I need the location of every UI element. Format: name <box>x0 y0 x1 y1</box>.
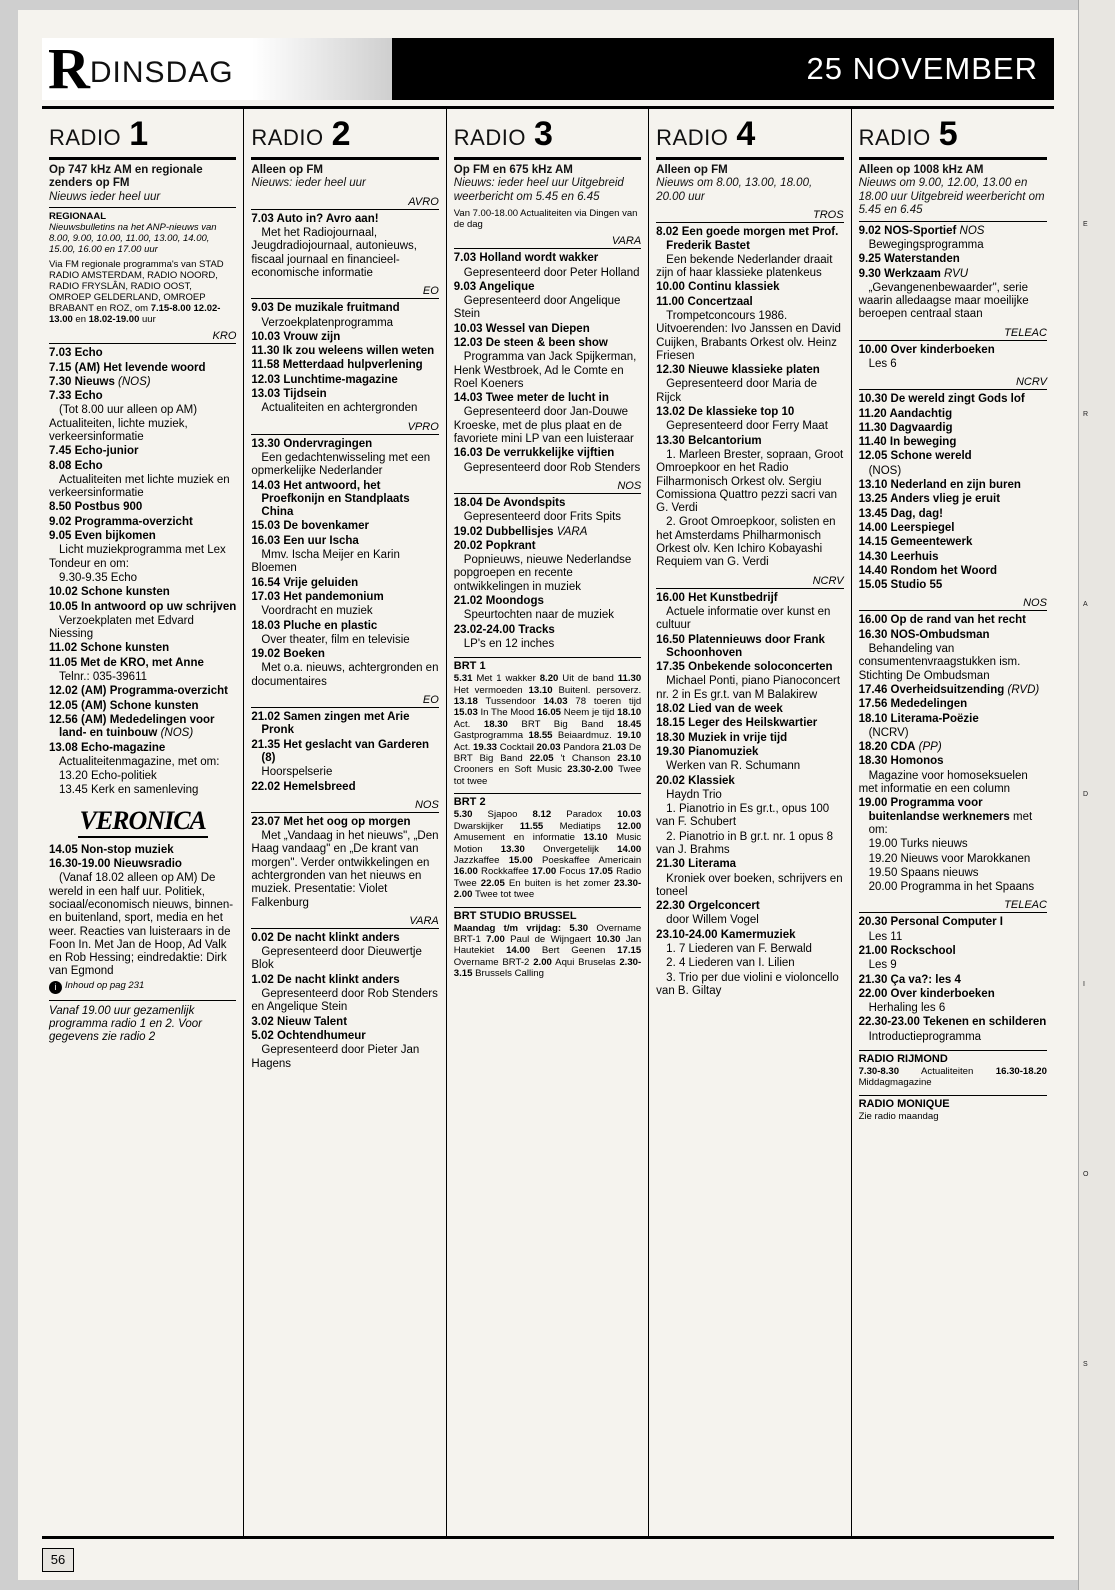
schedule-description: Gepresenteerd door Jan-Douwe Kroeske, met de plus plaat en de favoriete mini LP van een luisteraar <box>453 406 634 446</box>
schedule-item: 0.02 De nacht klinkt anders <box>251 931 400 944</box>
schedule-description: 1. Marleen Brester, sopraan, Groot Omroepkoor en het Radio Filharmonisch Orkest olv. Sergiu Comissiona Quattro pezzi sacri van G. Verdi <box>656 448 844 515</box>
schedule-item: 8.08 Echo <box>49 459 103 472</box>
schedule-item: 10.30 De wereld zingt Gods lof <box>858 393 1025 406</box>
schedule-description: Hoorspelserie <box>261 766 333 779</box>
schedule-item: 18.04 De Avondspits <box>453 496 566 509</box>
extra-block-title: RADIO RIJMOND <box>858 1053 948 1066</box>
schedule-item: 14.15 Gemeentewerk <box>858 536 973 549</box>
schedule-item: 9.03 Angelique <box>453 280 535 293</box>
schedule-item: 14.03 Twee meter de lucht in <box>453 392 609 405</box>
channel-number: 3 <box>533 115 553 153</box>
radio-column-3 <box>447 109 649 1539</box>
brt-body: Maandag t/m vrijdag: 5.30 Overname BRT-1 7.00 Paul de Wijngaert 10.30 Jan Hautekiet 14.00 Bert Geenen 17.15 Overname BRT-2 2.00 Aqui Bruselas 2.30-3.15 Brussels Calling <box>453 922 642 980</box>
schedule-item: 22.02 Hemelsbreed <box>251 780 356 793</box>
schedule-subitem: 19.50 Spaans nieuws <box>868 866 979 879</box>
schedule-description: (NCRV) <box>868 726 909 739</box>
schedule-item: 20.02 Popkrant <box>453 539 536 552</box>
schedule-item: 18.15 Leger des Heilskwartier <box>656 717 818 730</box>
radio-column-4 <box>649 109 851 1539</box>
schedule-description: Gepresenteerd door Rob Stenders en Angelique Stein <box>251 988 438 1014</box>
extra-block-title: RADIO MONIQUE <box>858 1097 950 1110</box>
schedule-description: Mmv. Ischa Meijer en Karin Bloemen <box>251 549 400 575</box>
schedule-item: 12.03 Lunchtime-magazine <box>251 373 398 386</box>
schedule-description: Over theater, film en televisie <box>261 633 410 646</box>
broadcaster-label: EO <box>251 285 438 299</box>
schedule-item: 14.00 Leerspiegel <box>858 521 955 534</box>
schedule-description: Gepresenteerd door Peter Holland <box>463 266 640 279</box>
schedule-item: 19.00 Programma voor buitenlandse werknemers met om: <box>858 797 1033 836</box>
edge-fragment: A <box>1083 601 1088 608</box>
extra-block-body: Zie radio maandag <box>858 1110 939 1122</box>
schedule-description: Gepresenteerd door Frits Spits <box>463 511 622 524</box>
schedule-item: 16.00 Het Kunstbedrijf <box>656 591 778 604</box>
schedule-description: Gepresenteerd door Angelique Stein <box>453 295 621 321</box>
schedule-description: Behandeling van consumentenvraagstukken ism. Stichting De Ombudsman <box>858 643 1021 682</box>
schedule-description: Gepresenteerd door Ferry Maat <box>666 420 828 433</box>
schedule-item: 12.30 Nieuwe klassieke platen <box>656 364 820 377</box>
schedule-item: 11.05 Met de KRO, met Anne <box>49 656 204 669</box>
channel-rule <box>656 157 843 160</box>
broadcaster-label: TELEAC <box>859 899 1047 913</box>
schedule-subitem: 13.20 Echo-politiek <box>59 770 157 783</box>
schedule-subitem: 13.45 Kerk en samenleving <box>59 784 199 797</box>
extra-block-body: 7.30-8.30 Actualiteiten 16.30-18.20 Middagmagazine <box>858 1066 1047 1089</box>
schedule-item: 11.58 Metterdaad hulpverlening <box>251 359 423 372</box>
schedule-item: 7.33 Echo <box>49 390 103 403</box>
schedule-item: 21.30 Ça va?: les 4 <box>858 973 961 986</box>
radio-column-5 <box>852 109 1054 1539</box>
schedule-description: Licht muziekprogramma met Lex Tondeur en om: <box>49 544 226 570</box>
channel-news-info: Nieuws om 8.00, 13.00, 18.00, 20.00 uur <box>656 177 813 203</box>
schedule-item: 20.30 Personal Computer I <box>858 916 1004 929</box>
schedule-description: Actualiteitenmagazine, met om: <box>59 755 220 768</box>
schedule-item: 14.40 Rondom het Woord <box>858 564 998 577</box>
schedule-description: Herhaling les 6 <box>868 1002 946 1015</box>
schedule-item: 22.30 Orgelconcert <box>656 900 760 913</box>
schedule-item: 16.54 Vrije geluiden <box>251 576 359 589</box>
schedule-description: 2. Pianotrio in B gr.t. nr. 1 opus 8 van J. Brahms <box>656 830 834 856</box>
schedule-item: 11.30 Ik zou weleens willen weten <box>251 345 435 358</box>
schedule-item: 15.05 Studio 55 <box>858 579 943 592</box>
schedule-item: 10.05 In antwoord op uw schrijven <box>49 600 237 613</box>
schedule-item: 13.25 Anders vlieg je eruit <box>858 493 1001 506</box>
channel-header <box>49 109 236 157</box>
schedule-item: 7.03 Echo <box>49 347 103 360</box>
schedule-description: Met „Vandaag in het nieuws", „Den Haag vandaag" en „De krant van morgen". Verder ontwikkelingen en achtergronden van het nieuws en muziek. Presentatie: Violet Falkenburg <box>251 830 439 909</box>
regional-title: REGIONAAL <box>49 211 106 223</box>
contents-reference: i Inhoud op pag 231 <box>49 980 236 994</box>
channel-number: 4 <box>736 115 756 153</box>
brt-body: 5.30 Sjapoo 8.12 Paradox 10.03 Dwarskijker 11.55 Mediatips 12.00 Amusement en informatie 13.10 Music Motion 13.30 Onvergetelijk 14.00 Jazzkaffee 15.00 Poeskaffee Americain 16.00 Rockkaffee 17.00 Focus 17.05 Radio Twee 22.05 En buiten is het zomer 23.30-2.00 Twee tot twee <box>453 809 642 901</box>
edge-fragment: I <box>1083 981 1085 988</box>
channel-header <box>656 109 843 157</box>
channel-frequency-info: Alleen op FM <box>656 164 728 176</box>
channel-frequency-info: Alleen op 1008 kHz AM <box>858 164 984 176</box>
masthead <box>42 38 1054 100</box>
schedule-item: 9.30 Werkzaam RVU <box>858 267 969 280</box>
broadcaster-label: AVRO <box>251 196 438 210</box>
channel-number: 5 <box>938 115 958 153</box>
divider <box>49 207 236 208</box>
schedule-item: 3.02 Nieuw Talent <box>251 1015 348 1028</box>
schedule-item: 23.07 Met het oog op morgen <box>251 815 411 828</box>
channel-news-info: Nieuws ieder heel uur <box>49 190 161 203</box>
schedule-item: 10.03 Wessel van Diepen <box>453 322 590 335</box>
bottom-rule <box>42 1536 1054 1539</box>
page-edge-strip <box>1078 0 1115 1590</box>
schedule-item: 21.30 Literama <box>656 858 737 871</box>
radio-column-1 <box>42 109 244 1539</box>
broadcaster-label: NCRV <box>656 575 843 589</box>
channel-rule <box>251 157 438 160</box>
divider <box>859 221 1047 222</box>
schedule-item: 8.02 Een goede morgen met Prof. Frederik Bastet <box>656 226 839 252</box>
schedule-item: 16.03 Een uur Ischa <box>251 534 359 547</box>
schedule-item: 21.02 Moondogs <box>453 595 544 608</box>
schedule-item: 13.08 Echo-magazine <box>49 741 166 754</box>
schedule-description: Actualiteiten met lichte muziek en verkeersinformatie <box>49 473 230 500</box>
schedule-item: 16.03 De verrukkelijke vijftien <box>453 447 615 460</box>
channel-header <box>251 109 438 157</box>
schedule-item: 14.03 Het antwoord, het Proefkonijn en Standplaats China <box>251 479 410 519</box>
schedule-item: 7.03 Auto in? Avro aan! <box>251 212 379 225</box>
schedule-item: 12.56 (AM) Mededelingen voor land- en tuinbouw (NOS) <box>49 713 215 740</box>
schedule-item: 12.05 Schone wereld <box>858 450 972 463</box>
masthead-right <box>392 38 1054 100</box>
schedule-item: 23.10-24.00 Kamermuziek <box>656 928 796 941</box>
extra-block <box>859 1095 1047 1122</box>
veronica-logo-wrap <box>49 806 236 838</box>
schedule-description: Les 9 <box>868 959 897 972</box>
schedule-item: 21.02 Samen zingen met Arie Pronk <box>251 711 410 737</box>
channel-news-info: Nieuws: ieder heel uur <box>251 177 366 190</box>
broadcaster-label: TELEAC <box>859 327 1047 341</box>
broadcaster-label: EO <box>251 694 438 708</box>
schedule-description: Een bekende Nederlander draait zijn of haar klassieke platenkeus <box>656 253 833 280</box>
masthead-left <box>42 38 392 100</box>
channel-rule <box>859 157 1047 160</box>
schedule-item: 10.02 Schone kunsten <box>49 586 170 599</box>
radio-column-2 <box>244 109 446 1539</box>
channel-name: RADIO <box>453 125 526 150</box>
magazine-page <box>18 10 1078 1580</box>
schedule-description: Gepresenteerd door Dieuwertje Blok <box>251 946 422 972</box>
extra-block <box>859 1050 1047 1089</box>
schedule-item: 14.05 Non-stop muziek <box>49 843 174 856</box>
schedule-description: Les 11 <box>868 930 903 943</box>
schedule-item: 10.03 Vrouw zijn <box>251 330 341 343</box>
masthead-letter: R <box>48 36 88 101</box>
broadcaster-label: NOS <box>859 597 1047 611</box>
edge-fragment: O <box>1083 1171 1089 1178</box>
schedule-item: 14.30 Leerhuis <box>858 550 939 563</box>
schedule-item: 16.30 NOS-Ombudsman <box>858 628 990 641</box>
radio-columns <box>42 106 1054 1539</box>
schedule-description: 1. Pianotrio in Es gr.t., opus 100 van F. Schubert <box>656 803 830 829</box>
schedule-description: Telnr.: 035-39611 <box>59 671 148 684</box>
brt-block <box>454 657 641 787</box>
schedule-item: 13.02 De klassieke top 10 <box>656 406 795 419</box>
channel-name: RADIO <box>858 125 931 150</box>
schedule-item: 21.00 Rockschool <box>858 944 956 957</box>
schedule-item: 16.00 Op de rand van het recht <box>858 614 1027 627</box>
schedule-description: Les 6 <box>868 358 897 370</box>
schedule-item: 9.02 Programma-overzicht <box>49 515 193 528</box>
schedule-description: Gepresenteerd door Rob Stenders <box>463 461 641 474</box>
schedule-description: door Willem Vogel <box>666 914 759 927</box>
channel-number: 1 <box>129 115 149 153</box>
schedule-item: 13.03 Tijdsein <box>251 388 327 401</box>
schedule-item: 19.02 Dubbellisjes VARA <box>453 525 588 538</box>
schedule-description: Speurtochten naar de muziek <box>463 609 615 622</box>
brt-title: BRT 2 <box>453 796 486 809</box>
schedule-description: Programma van Jack Spijkerman, Henk Westbroek, Ad le Comte en Roel Koeners <box>453 351 637 390</box>
schedule-item: 7.30 Nieuws (NOS) <box>49 375 151 388</box>
channel-frequency-info: Op 747 kHz AM en regionale zenders op FM <box>49 164 203 190</box>
schedule-description: Trompetconcours 1986. Uitvoerenden: Ivo Janssen en David Cuijken, Brabants Orkest olv. Heinz Friesen <box>656 310 841 362</box>
schedule-description: Gepresenteerd door Pieter Jan Hagens <box>251 1044 420 1070</box>
schedule-description: Popnieuws, nieuwe Nederlandse popgroepen en recente ontwikkelingen in muziek <box>453 554 632 593</box>
schedule-item: 12.03 De steen & been show <box>453 337 608 349</box>
schedule-item: 9.05 Even bijkomen <box>49 530 156 543</box>
channel-header <box>454 109 641 157</box>
edge-fragment: R <box>1083 411 1089 418</box>
veronica-logo: VERONICA <box>78 806 208 838</box>
schedule-item: 11.40 In beweging <box>858 436 957 449</box>
channel-rule <box>454 157 641 160</box>
schedule-item: 13.30 Belcantorium <box>656 434 762 447</box>
schedule-item: 19.30 Pianomuziek <box>656 745 759 758</box>
regional-body: Via FM regionale programma's van STAD RADIO AMSTERDAM, RADIO NOORD, RADIO FRYSLÂN, RADIO OOST, OMROEP GELDERLAND, OMROEP BRABANT en ROZ, om 7.15-8.00 12.02-13.00 en 18.02-19.00 uur <box>49 259 224 326</box>
schedule-subitem: 19.20 Nieuws voor Marokkanen <box>868 852 1031 865</box>
broadcaster-label: KRO <box>49 330 236 344</box>
broadcaster-label: VPRO <box>251 421 438 435</box>
schedule-item: 22.30-23.00 Tekenen en schilderen <box>858 1016 1047 1029</box>
schedule-description: Met o.a. nieuws, achtergronden en documentaires <box>251 662 439 688</box>
edge-fragment: D <box>1083 791 1089 798</box>
schedule-description: Kroniek over boeken, schrijvers en toneel <box>656 872 843 898</box>
schedule-description: 1. 7 Liederen van F. Berwald <box>666 943 812 956</box>
schedule-description: Een gedachtenwisseling met een opmerkelijke Nederlander <box>251 451 431 478</box>
channel-frequency-info: Op FM en 675 kHz AM <box>453 164 573 176</box>
column-footnote: Vanaf 19.00 uur gezamenlijk programma radio 1 en 2. Voor gegevens zie radio 2 <box>49 1000 236 1045</box>
schedule-item: 16.30-19.00 Nieuwsradio <box>49 858 182 871</box>
schedule-description: (Vanaf 18.02 alleen op AM) De wereld in een half uur. Politiek, sociaal/economisch nieuws, binnen- en buitenland, sport, media en het weer. Reacties van luisteraars in de Foon In. Met Jan de Hoop, Ad Valk en Rob Hessing; eindredaktie: Dirk van Egmond <box>49 872 234 978</box>
broadcaster-label: VARA <box>251 915 438 929</box>
schedule-description: Magazine voor homoseksuelen met informatie en een column <box>858 769 1028 796</box>
schedule-description: (NOS) <box>868 464 902 477</box>
brt-body: 5.31 Met 1 wakker 8.20 Uit de band 11.30 Het vermoeden 13.10 Buitenl. persoverz. 13.18 Tussendoor 14.03 78 toeren tijd 15.03 In The Mood 16.05 Neem je tijd 18.10 Act. 18.30 BRT Big Band 18.45 Gastprogramma 18.55 Beiaardmuz. 19.10 Act. 19.33 Cocktail 20.03 Pandora 21.03 De BRT Big Band 22.05 't Chanson 23.10 Crooners en Soft Music 23.30-2.00 Twee tot twee <box>453 673 642 787</box>
schedule-subitem: 9.30-9.35 Echo <box>59 571 138 584</box>
schedule-item: 11.02 Schone kunsten <box>49 642 170 655</box>
schedule-description: Actuele informatie over kunst en cultuur <box>656 605 831 632</box>
schedule-item: 17.46 Overheidsuitzending (RVD) <box>858 683 1040 696</box>
channel-name: RADIO <box>49 125 122 150</box>
broadcaster-label: NOS <box>454 480 641 494</box>
channel-header <box>859 109 1047 157</box>
schedule-item: 5.02 Ochtendhumeur <box>251 1029 366 1042</box>
schedule-item: 20.02 Klassiek <box>656 774 735 787</box>
schedule-item: 13.30 Ondervragingen <box>251 437 373 450</box>
schedule-item: 23.02-24.00 Tracks <box>453 623 555 636</box>
regional-bulletin-times: Nieuwsbulletins na het ANP-nieuws van 8.00, 9.00, 10.00, 11.00, 13.00, 14.00, 15.00, 16.00 en 17.00 uur <box>49 222 217 256</box>
broadcaster-label: NCRV <box>859 376 1047 390</box>
broadcaster-label: TROS <box>656 209 843 223</box>
schedule-item: 1.02 De nacht klinkt anders <box>251 973 400 986</box>
schedule-item: 10.00 Over kinderboeken <box>858 343 995 356</box>
schedule-item: 11.30 Dagvaardig <box>858 421 953 434</box>
schedule-item: 21.35 Het geslacht van Garderen (8) <box>251 738 430 764</box>
schedule-description: Bewegingsprogramma <box>868 238 984 251</box>
channel-rule <box>49 157 236 160</box>
schedule-description: 3. Trio per due violini e violoncello van B. Giltay <box>656 971 839 997</box>
schedule-item: 16.50 Platennieuws door Frank Schoonhoven <box>656 633 825 659</box>
schedule-item: 18.30 Homonos <box>858 755 944 768</box>
schedule-item: 7.45 Echo-junior <box>49 445 139 458</box>
schedule-item: 13.10 Nederland en zijn buren <box>858 479 1021 492</box>
brt-block <box>454 907 641 980</box>
masthead-day: DINSDAG <box>89 56 234 89</box>
brt-title: BRT STUDIO BRUSSEL <box>453 909 577 922</box>
schedule-item: 11.20 Aandachtig <box>858 407 953 420</box>
schedule-description: Actualiteiten en achtergronden <box>261 402 418 415</box>
schedule-description: Voordracht en muziek <box>261 605 373 618</box>
channel-news-info: Nieuws om 9.00, 12.00, 13.00 en 18.00 uur Uitgebreid weerbericht om 5.45 en 6.45 <box>858 177 1045 217</box>
schedule-description: (Tot 8.00 uur alleen op AM) Actualiteiten, lichte muziek, verkeersinformatie <box>49 404 198 443</box>
schedule-subitem: 19.00 Turks nieuws <box>868 838 968 851</box>
schedule-item: 11.00 Concertzaal <box>656 295 753 308</box>
schedule-item: 18.02 Lied van de week <box>656 703 783 716</box>
schedule-description: 2. Groot Omroepkoor, solisten en het Amsterdams Philharmonisch Orkest olv. Ken Ichiro Kobayashi Requiem van G. Verdi <box>656 516 836 569</box>
schedule-item: 9.02 NOS-Sportief NOS <box>858 224 985 237</box>
channel-frequency-info: Alleen op FM <box>251 164 323 176</box>
schedule-description: Verzoekplatenprogramma <box>261 316 394 329</box>
schedule-description: Met het Radiojournaal, Jeugdradiojournaal, autonieuws, fiscaal journaal en financieel-economische informatie <box>251 227 417 279</box>
schedule-item: 17.35 Onbekende soloconcerten <box>656 661 833 674</box>
broadcaster-label: VARA <box>454 235 641 249</box>
masthead-date: 25 NOVEMBER <box>806 51 1038 86</box>
schedule-item: 18.03 Pluche en plastic <box>251 619 378 632</box>
schedule-item: 8.50 Postbus 900 <box>49 501 143 514</box>
broadcaster-label: NOS <box>251 799 438 813</box>
schedule-item: 9.25 Waterstanden <box>858 253 960 266</box>
brt-block <box>454 793 641 900</box>
edge-fragment: E <box>1083 221 1088 228</box>
schedule-item: 18.20 CDA (PP) <box>858 741 942 754</box>
schedule-item: 10.00 Continu klassiek <box>656 281 780 294</box>
info-icon: i <box>49 981 62 994</box>
schedule-item: 18.30 Muziek in vrije tijd <box>656 731 788 744</box>
schedule-item: 13.45 Dag, dag! <box>858 507 943 520</box>
schedule-description: „Gevangenenbewaarder", serie waarin alledaagse maar moeilijke beroepen centraal staan <box>858 281 1029 321</box>
schedule-description: Michael Ponti, piano Pianoconcert nr. 2 in Es gr.t. van M Balakirew <box>656 675 841 701</box>
schedule-description: Haydn Trio <box>666 788 722 801</box>
schedule-description: Verzoekplaten met Edvard Niessing <box>49 614 194 641</box>
schedule-item: 17.56 Mededelingen <box>858 698 968 711</box>
schedule-item: 7.15 (AM) Het levende woord <box>49 361 206 374</box>
schedule-item: 12.02 (AM) Programma-overzicht <box>49 685 228 698</box>
schedule-description: LP's en 12 inches <box>463 637 555 650</box>
schedule-description: Werken van R. Schumann <box>666 760 801 773</box>
schedule-item: 7.03 Holland wordt wakker <box>453 252 599 265</box>
edge-fragment: S <box>1083 1361 1088 1368</box>
schedule-description: Gepresenteerd door Maria de Rijck <box>656 378 818 404</box>
channel-name: RADIO <box>251 125 324 150</box>
schedule-item: 17.03 Het pandemonium <box>251 590 384 603</box>
schedule-item: 15.03 De bovenkamer <box>251 520 370 533</box>
schedule-item: 19.02 Boeken <box>251 648 325 661</box>
schedule-item: 12.05 (AM) Schone kunsten <box>49 699 199 712</box>
channel-name: RADIO <box>656 125 729 150</box>
schedule-item: 9.03 De muzikale fruitmand <box>251 302 400 315</box>
schedule-subitem: 20.00 Programma in het Spaans <box>868 881 1035 894</box>
brt-title: BRT 1 <box>453 660 486 673</box>
schedule-description: Introductieprogramma <box>868 1030 982 1043</box>
channel-note: Van 7.00-18.00 Actualiteiten via Dingen van de dag <box>453 208 638 231</box>
page-number: 56 <box>42 1548 74 1572</box>
schedule-description: 2. 4 Liederen van I. Lilien <box>666 957 795 970</box>
schedule-item: 18.10 Literama-Poëzie <box>858 712 979 725</box>
channel-news-info: Nieuws: ieder heel uur Uitgebreid weerbericht om 5.45 en 6.45 <box>453 177 624 203</box>
channel-number: 2 <box>331 115 351 153</box>
schedule-item: 22.00 Over kinderboeken <box>858 987 995 1000</box>
